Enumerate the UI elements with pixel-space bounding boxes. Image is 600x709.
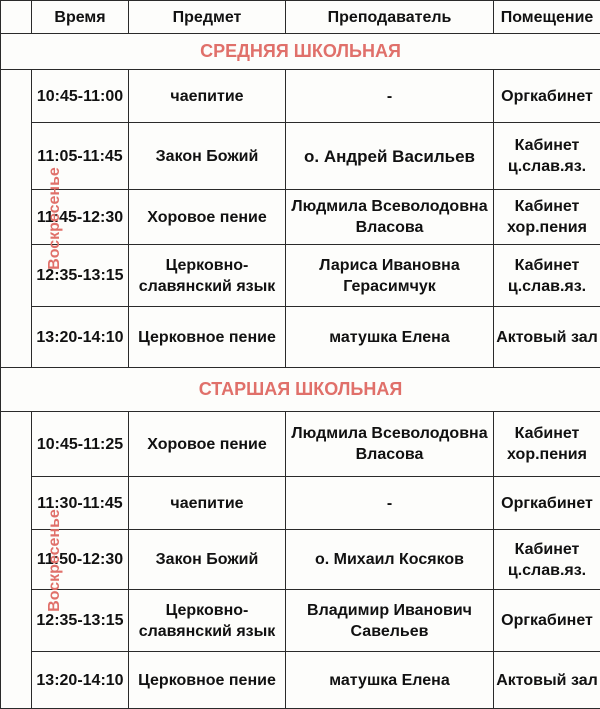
subject-cell: Хоровое пение: [129, 190, 286, 245]
subject-cell: Церковно-славянский язык: [129, 590, 286, 652]
teacher-cell: о. Андрей Васильев: [286, 123, 494, 190]
teacher-cell: матушка Елена: [286, 307, 494, 368]
section-title: СТАРШАЯ ШКОЛЬНАЯ: [1, 368, 600, 412]
room-cell: Оргкабинет: [494, 70, 600, 123]
day-cell: [1, 70, 32, 368]
time-cell: 11:30-11:45: [32, 477, 129, 530]
subject-cell: Закон Божий: [129, 123, 286, 190]
table-row: [1, 652, 600, 709]
subject-cell: Церковно-славянский язык: [129, 245, 286, 307]
time-cell: 12:35-13:15: [32, 245, 129, 307]
time-cell: 11:05-11:45: [32, 123, 129, 190]
time-cell: 10:45-11:00: [32, 70, 129, 123]
header-room: Помещение: [494, 1, 600, 34]
room-cell: Кабинет ц.слав.яз.: [494, 123, 600, 190]
room-cell: Актовый зал: [494, 307, 600, 368]
teacher-cell: матушка Елена: [286, 652, 494, 709]
day-label: Воскресенье: [44, 509, 65, 612]
time-cell: 11:45-12:30: [32, 190, 129, 245]
time-cell: 10:45-11:25: [32, 412, 129, 477]
teacher-cell: -: [286, 477, 494, 530]
teacher-cell: Владимир Иванович Савельев: [286, 590, 494, 652]
subject-cell: Закон Божий: [129, 530, 286, 590]
section-title-row: [1, 34, 600, 70]
header-blank: [1, 1, 32, 34]
header-teacher: Преподаватель: [286, 1, 494, 34]
subject-cell: чаепитие: [129, 70, 286, 123]
header-subject: Предмет: [129, 1, 286, 34]
section-title: СРЕДНЯЯ ШКОЛЬНАЯ: [1, 34, 600, 70]
header-time: Время: [32, 1, 129, 34]
section-title-row: [1, 368, 600, 412]
time-cell: 11:50-12:30: [32, 530, 129, 590]
room-cell: Актовый зал: [494, 652, 600, 709]
room-cell: Кабинет хор.пения: [494, 412, 600, 477]
room-cell: Кабинет ц.слав.яз.: [494, 245, 600, 307]
subject-cell: Церковное пение: [129, 652, 286, 709]
subject-cell: Хоровое пение: [129, 412, 286, 477]
table-row: [1, 412, 600, 477]
header-row: [1, 1, 600, 34]
table-row: [1, 123, 600, 190]
table-row: [1, 590, 600, 652]
time-cell: 13:20-14:10: [32, 652, 129, 709]
day-label: Воскресенье: [44, 167, 65, 270]
room-cell: Кабинет ц.слав.яз.: [494, 530, 600, 590]
subject-cell: Церковное пение: [129, 307, 286, 368]
table-row: [1, 477, 600, 530]
time-cell: 12:35-13:15: [32, 590, 129, 652]
table-row: [1, 190, 600, 245]
day-cell: [1, 412, 32, 709]
time-cell: 13:20-14:10: [32, 307, 129, 368]
subject-cell: чаепитие: [129, 477, 286, 530]
table-row: [1, 245, 600, 307]
room-cell: Кабинет хор.пения: [494, 190, 600, 245]
teacher-cell: -: [286, 70, 494, 123]
teacher-cell: о. Михаил Косяков: [286, 530, 494, 590]
room-cell: Оргкабинет: [494, 477, 600, 530]
table-row: [1, 307, 600, 368]
teacher-cell: Людмила Всеволодовна Власова: [286, 190, 494, 245]
table-row: [1, 70, 600, 123]
teacher-cell: Лариса Ивановна Герасимчук: [286, 245, 494, 307]
table-row: [1, 530, 600, 590]
teacher-cell: Людмила Всеволодовна Власова: [286, 412, 494, 477]
room-cell: Оргкабинет: [494, 590, 600, 652]
